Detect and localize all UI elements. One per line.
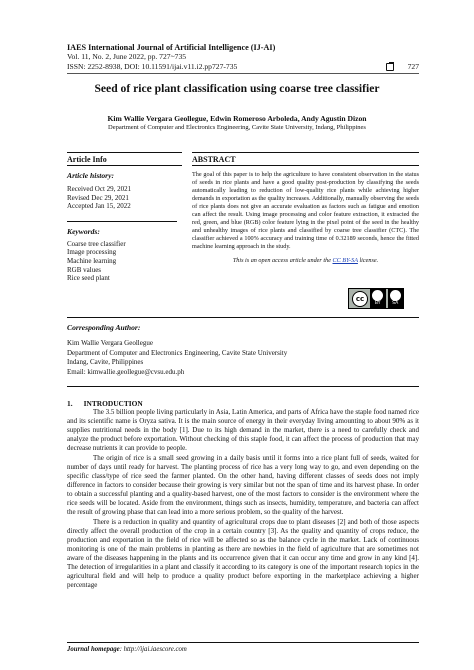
cc-icon: cc (352, 291, 368, 307)
journal-issn: ISSN: 2252-8938, DOI: 10.11591/ijai.v11.i2.pp727-735 (67, 61, 238, 71)
by-icon (370, 289, 386, 308)
footer-divider (67, 642, 419, 643)
sa-label: SA (392, 301, 399, 306)
paper-title: Seed of rice plant classification using coarse tree classifier (94, 82, 380, 95)
section-divider (67, 317, 419, 318)
homepage-url[interactable]: : http://ijai.iaescore.com (119, 646, 187, 653)
author-name: Kim Wallie Vergara Geollegue (67, 339, 153, 347)
article-history-heading: Article history: (67, 171, 115, 180)
header-divider (67, 73, 419, 74)
correspondence-divider (67, 386, 419, 387)
author-department: Department of Computer and Electronics Engineering, Cavite State University (67, 348, 288, 357)
keyword-item: RGB values (67, 265, 102, 274)
corresponding-details (67, 339, 419, 377)
author-email[interactable]: Email: kimwallie.geollegue@cvsu.edu.ph (67, 367, 185, 376)
sa-icon (388, 289, 404, 308)
license-link[interactable]: CC BY-SA (332, 257, 358, 264)
corresponding-author (67, 321, 419, 377)
journal-footer (67, 646, 187, 653)
keyword-item: Machine learning (67, 256, 117, 265)
history-received: Received Oct 29, 2021 (67, 185, 132, 193)
homepage-label: Journal homepage (67, 646, 120, 653)
keyword-item: Coarse tree classifier (67, 239, 126, 248)
keywords-list (67, 240, 182, 283)
introduction-body (67, 408, 419, 591)
history-revised: Revised Dec 29, 2021 (67, 193, 129, 202)
paragraph: There is a reduction in quality and quantity of agricultural crops due to plant diseases [2] and both of those aspects directly affect the overall production of the crop in a certain country [3]. As the quality and quantity of crops reduce, the production and exportation in the field of rice will be affected so as the balance cycle in the market. Lack of continuous monitoring is one of the main problems in planting as there are newbies in the field of agriculture that are sometimes not aware of the diseases happening in the plants and its occurrence given that it can occur any time and grow in any kind [4]. The detection of irregularities in a plant and classify it according to its category is one of the important research topics in the agricultural field and will help to produce a quality product before exporting in the marketplace achieving a higher percentage (67, 518, 419, 589)
paper-affiliation: Department of Computer and Electronics Engineering, Cavite State University, Indang, Philippines (108, 124, 366, 131)
paragraph: The 3.5 billion people living particularly in Asia, Latin America, and parts of Africa have the staple food named rice and its scientific name is Oryza sativa. It is the main source of energy in their everyday living amounting to about 90% as it supplies nutritional needs in the body [1]. Due to its high demand in the market, there is a need to carefully check and analyze the product before exportation. Without checking of this staple food, it can affect the process of production that may decrease nutrients it can provide to people. (67, 408, 419, 452)
paragraph: The origin of rice is a small seed growing in a daily basis until it forms into a rice plant full of seeds, waited for number of days until ready for harvest. The planting process of rice has a very long way to go, and even depending on the specific class/type of rice seed the farmer planted. On the other hand, having different classes of seeds does not imply difference in factors to consider because their growing is very similar but not the span of time and its harvest phase. In order to obtain a successful planting and a quality-based harvest, one of the most factors to consider is the environment where the rice seeds will be located. Aside from the environment, things such as insects, humidity, temperature, and bacteria can affect the result of growing phase that can lead into a more serious problem, so the quality of the harvest. (67, 454, 419, 516)
open-access-notice: This is an open access article under the CC BY-SA license. (232, 257, 379, 264)
journal-name: IAES International Journal of Artificial Intelligence (IJ-AI) (67, 43, 276, 52)
keywords-heading: Keywords: (67, 226, 100, 236)
article-info-column (67, 152, 182, 283)
history-accepted: Accepted Jan 15, 2022 (67, 202, 131, 211)
author-location: Indang, Cavite, Philippines (67, 358, 144, 366)
introduction-heading: 1. INTRODUCTION (67, 399, 143, 408)
abstract-text: The goal of this paper is to help the agriculture to have consistent observation in the status of seeds in rice plants and have a good quality post-production by classifying the seeds automatically leading to reduction of low-quality rice plants while achieving higher demands in exportation as the quality increases. Additionally, manually observing the seeds of rice plants does not give an accurate evaluation as factors such as fatigue and emotion can affect the result. Using image processing and color feature extraction, it extracted the red, green, and blue (RGB) color feature lying in the pixel point of the seed in the healthy and unhealthy images of rice plants and classified by coarse tree classifier (CTC). The classifier achieved a 100% accuracy and training time of 0.32189 seconds, hence the fitted machine learning approach in the study. (192, 171, 419, 250)
share-alike-icon (390, 290, 401, 301)
external-link-icon[interactable] (386, 63, 394, 71)
abstract-heading: ABSTRACT (192, 152, 419, 166)
article-history-list (67, 185, 182, 211)
keyword-item: Image processing (67, 248, 117, 257)
journal-header (67, 43, 419, 71)
header-issn-row (67, 62, 419, 71)
by-label: BY (374, 301, 381, 306)
journal-volume: Vol. 11, No. 2, June 2022, pp. 727~735 (67, 52, 187, 62)
keyword-item: Rice seed plant (67, 274, 110, 283)
cc-by-sa-badge[interactable] (348, 288, 404, 309)
paper-authors: Kim Wallie Vergara Geollegue, Edwin Romeroso Arboleda, Andy Agustin Dizon (107, 114, 367, 123)
page-number: 727 (407, 61, 419, 71)
corresponding-heading: Corresponding Author: (67, 323, 141, 332)
abstract-column (192, 152, 419, 264)
person-icon (372, 290, 383, 301)
article-info-heading: Article Info (67, 152, 182, 166)
history-divider (67, 221, 177, 222)
